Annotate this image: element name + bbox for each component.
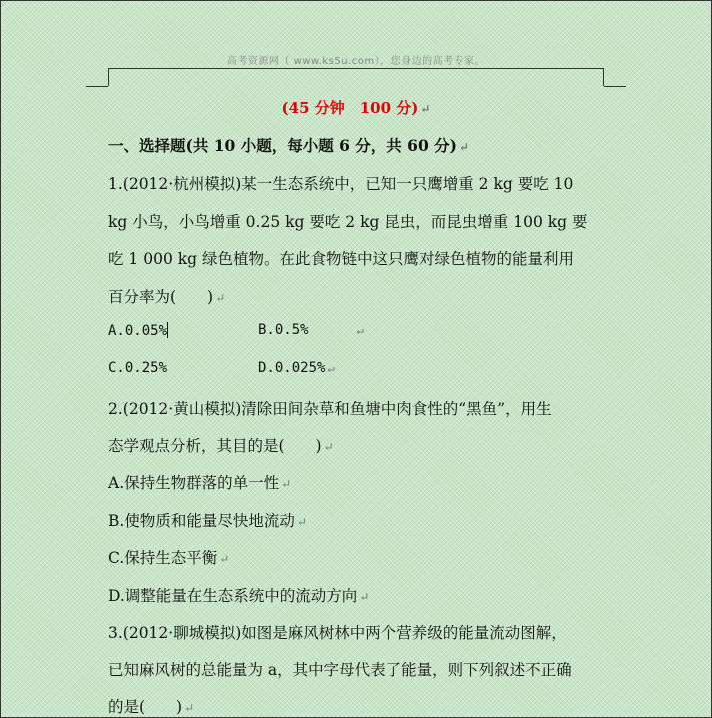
page-header: 高考资源网（ www.ks5u.com），您身边的高考专家。 — [226, 56, 486, 67]
question-1-line-2: kg 小鸟，小鸟增重 0.25 kg 要吃 2 kg 昆虫，而昆虫增重 100 kg 要 — [108, 213, 588, 231]
question-3-line-2: 已知麻风树的总能量为 a，其中字母代表了能量，则下列叙述不正确 — [108, 661, 572, 679]
question-1-option-a: A.0.05% — [108, 323, 168, 339]
header-rule-right-drop — [603, 68, 604, 86]
question-2-line-2: 态学观点分析，其目的是( ) ↵ — [108, 437, 334, 455]
question-1-option-b: B.0.5% ↵ — [258, 322, 364, 338]
header-rule — [108, 68, 604, 69]
question-2-option-b: B.使物质和能量尽快地流动 ↵ — [108, 512, 307, 530]
question-1-option-c: C.0.25% — [108, 360, 168, 376]
text-cursor — [167, 322, 168, 338]
question-1-line-4: 百分率为( ) ↵ — [108, 288, 226, 306]
question-1-line-3: 吃 1 000 kg 绿色植物。在此食物链中这只鹰对绿色植物的能量利用 — [108, 250, 574, 268]
question-2-option-d: D.调整能量在生态系统中的流动方向 ↵ — [108, 587, 370, 605]
question-1-line-1: 1.(2012·杭州模拟)某一生态系统中，已知一只鹰增重 2 kg 要吃 10 — [108, 175, 574, 193]
header-rule-left-drop — [108, 68, 109, 86]
margin-line-right — [604, 86, 626, 87]
time-limit: (45 分钟 100 分) ↵ — [281, 99, 431, 117]
question-2-option-a: A.保持生物群落的单一性 ↵ — [108, 474, 292, 492]
section-heading: 一、选择题(共 10 小题，每小题 6 分，共 60 分) ↵ — [108, 136, 470, 155]
question-2-option-c: C.保持生态平衡 ↵ — [108, 549, 230, 567]
question-2-line-1: 2.(2012·黄山模拟)清除田间杂草和鱼塘中肉食性的“黑鱼”，用生 — [108, 400, 552, 418]
question-1-option-d: D.0.025% ↵ — [258, 360, 335, 376]
margin-line-left — [86, 86, 108, 87]
question-3-line-3: 的是( ) ↵ — [108, 698, 195, 716]
question-3-line-1: 3.(2012·聊城模拟)如图是麻风树林中两个营养级的能量流动图解， — [108, 624, 567, 642]
